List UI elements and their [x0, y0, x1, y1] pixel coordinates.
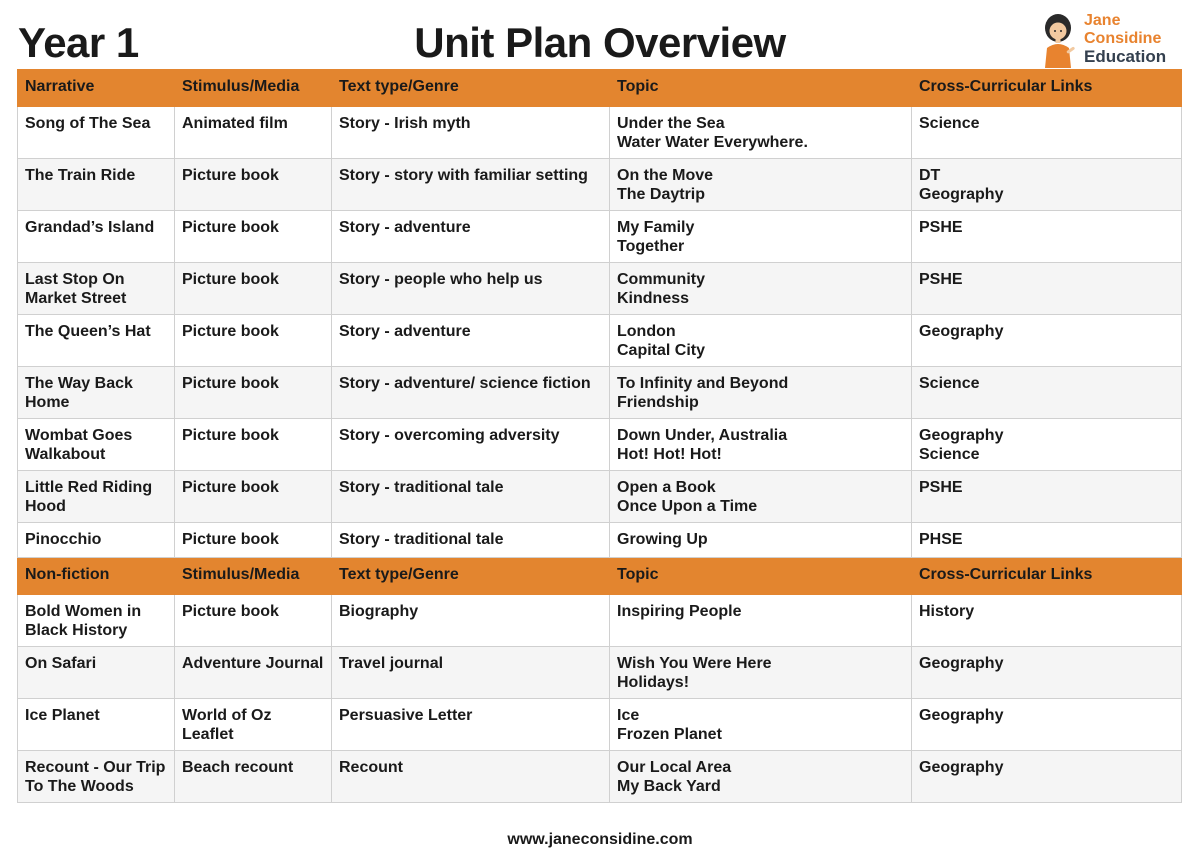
cell-line: Pinocchio — [25, 531, 102, 548]
cell-title — [18, 367, 175, 419]
cell-links — [912, 367, 1182, 419]
cell-line: Growing Up — [617, 531, 708, 548]
cell-stimulus: Beach recount — [175, 751, 332, 803]
cell-line: PHSE — [919, 531, 963, 548]
cell-topic — [610, 419, 912, 471]
cell-line: On Safari — [25, 655, 97, 672]
cell-topic — [610, 211, 912, 263]
cell-links — [912, 263, 1182, 315]
cell-line: Song of The Sea — [25, 115, 151, 132]
cell-stimulus: Picture book — [175, 419, 332, 471]
cell-topic — [610, 699, 912, 751]
cell-line: Ice Planet — [25, 707, 100, 724]
cell-stimulus: Picture book — [175, 471, 332, 523]
cell-stimulus: Picture book — [175, 263, 332, 315]
cell-links — [912, 419, 1182, 471]
cell-links — [912, 471, 1182, 523]
cell-line: Science — [919, 446, 980, 463]
cell-line: Inspiring People — [617, 603, 742, 620]
column-header: Cross-Curricular Links — [912, 558, 1182, 595]
cell-line: Market Street — [25, 290, 127, 307]
cell-links — [912, 699, 1182, 751]
cell-genre: Story - Irish myth — [332, 107, 610, 159]
cell-line: Recount - Our Trip — [25, 759, 166, 776]
cell-stimulus: Picture book — [175, 315, 332, 367]
column-header: Topic — [610, 558, 912, 595]
cell-topic — [610, 471, 912, 523]
cell-line: Wish You Were Here — [617, 655, 772, 672]
table-row — [18, 159, 1182, 211]
cell-genre: Story - story with familiar setting — [332, 159, 610, 211]
cell-topic — [610, 315, 912, 367]
cell-stimulus: Picture book — [175, 595, 332, 647]
cell-topic — [610, 523, 912, 558]
cell-line: Geography — [919, 323, 1004, 340]
table-row — [18, 523, 1182, 558]
cell-genre: Story - traditional tale — [332, 523, 610, 558]
table-row — [18, 107, 1182, 159]
cell-stimulus: Picture book — [175, 367, 332, 419]
cell-line: The Train Ride — [25, 167, 136, 184]
table-row — [18, 595, 1182, 647]
cell-title — [18, 471, 175, 523]
cell-line: Frozen Planet — [617, 726, 722, 743]
cell-line: Walkabout — [25, 446, 106, 463]
cell-line: Last Stop On — [25, 271, 125, 288]
cell-title — [18, 211, 175, 263]
cell-line: History — [919, 603, 975, 620]
cell-line: Community — [617, 271, 705, 288]
logo-line-3: Education — [1084, 47, 1167, 66]
cell-title — [18, 263, 175, 315]
cell-line: PSHE — [919, 271, 963, 288]
table-row — [18, 211, 1182, 263]
cell-stimulus: Picture book — [175, 159, 332, 211]
cell-title — [18, 647, 175, 699]
table-row — [18, 647, 1182, 699]
cell-line: Black History — [25, 622, 128, 639]
cell-stimulus: Picture book — [175, 523, 332, 558]
narrative-header-row — [18, 70, 1182, 107]
cell-line: The Daytrip — [617, 186, 706, 203]
column-header: Stimulus/Media — [175, 70, 332, 107]
cell-line: DT — [919, 167, 941, 184]
table-row — [18, 263, 1182, 315]
cell-links — [912, 647, 1182, 699]
cell-line: Friendship — [617, 394, 699, 411]
cell-title — [18, 699, 175, 751]
column-header: Non-fiction — [18, 558, 175, 595]
cell-genre: Story - overcoming adversity — [332, 419, 610, 471]
cell-line: Geography — [919, 707, 1004, 724]
cell-stimulus: World of Oz Leaflet — [175, 699, 332, 751]
cell-genre: Travel journal — [332, 647, 610, 699]
table-row — [18, 699, 1182, 751]
column-header: Text type/Genre — [332, 558, 610, 595]
cell-line: Geography — [919, 186, 1004, 203]
cell-genre: Story - adventure — [332, 211, 610, 263]
logo-line-2: Considine — [1084, 30, 1162, 47]
cell-line: Bold Women in — [25, 603, 142, 620]
cell-title — [18, 159, 175, 211]
cell-line: Open a Book — [617, 479, 716, 496]
cell-links — [912, 751, 1182, 803]
cell-title — [18, 751, 175, 803]
cell-topic — [610, 159, 912, 211]
cell-genre: Persuasive Letter — [332, 699, 610, 751]
cell-links — [912, 523, 1182, 558]
column-header: Narrative — [18, 70, 175, 107]
cell-line: Together — [617, 238, 685, 255]
cell-genre: Story - adventure/ science fiction — [332, 367, 610, 419]
cell-links — [912, 107, 1182, 159]
cell-line: Grandad’s Island — [25, 219, 155, 236]
cell-line: London — [617, 323, 676, 340]
cell-genre: Story - adventure — [332, 315, 610, 367]
cell-line: Capital City — [617, 342, 706, 359]
cell-line: Ice — [617, 707, 640, 724]
table-row — [18, 315, 1182, 367]
footer-url: www.janeconsidine.com — [507, 831, 693, 848]
cell-line: Down Under, Australia — [617, 427, 788, 444]
cell-topic — [610, 263, 912, 315]
cell-line: Kindness — [617, 290, 690, 307]
cell-line: The Way Back — [25, 375, 133, 392]
cell-genre: Story - people who help us — [332, 263, 610, 315]
cell-stimulus: Animated film — [175, 107, 332, 159]
cell-line: Holidays! — [617, 674, 690, 691]
cell-title — [18, 523, 175, 558]
cell-line: The Queen’s Hat — [25, 323, 151, 340]
teacher-avatar-icon — [1036, 12, 1082, 68]
cell-topic — [610, 107, 912, 159]
cell-line: To The Woods — [25, 778, 134, 795]
cell-title — [18, 419, 175, 471]
cell-title — [18, 595, 175, 647]
brand-logo — [1036, 10, 1186, 70]
cell-stimulus: Picture book — [175, 211, 332, 263]
cell-line: Water Water Everywhere. — [617, 134, 808, 151]
cell-title — [18, 107, 175, 159]
cell-line: Wombat Goes — [25, 427, 133, 444]
cell-topic — [610, 751, 912, 803]
cell-line: PSHE — [919, 479, 963, 496]
cell-line: On the Move — [617, 167, 714, 184]
cell-line: Hood — [25, 498, 66, 515]
cell-genre: Biography — [332, 595, 610, 647]
cell-genre: Story - traditional tale — [332, 471, 610, 523]
column-header: Topic — [610, 70, 912, 107]
cell-line: Our Local Area — [617, 759, 732, 776]
cell-line: Hot! Hot! Hot! — [617, 446, 722, 463]
column-header: Cross-Curricular Links — [912, 70, 1182, 107]
cell-topic — [610, 367, 912, 419]
cell-line: Under the Sea — [617, 115, 725, 132]
cell-line: Geography — [919, 427, 1004, 444]
cell-links — [912, 595, 1182, 647]
cell-line: Science — [919, 375, 980, 392]
cell-line: To Infinity and Beyond — [617, 375, 789, 392]
cell-links — [912, 159, 1182, 211]
cell-topic — [610, 647, 912, 699]
cell-links — [912, 315, 1182, 367]
unit-plan-table — [17, 69, 1182, 803]
cell-line: Geography — [919, 655, 1004, 672]
cell-line: PSHE — [919, 219, 963, 236]
cell-line: Little Red Riding — [25, 479, 153, 496]
cell-line: My Back Yard — [617, 778, 721, 795]
table-row — [18, 471, 1182, 523]
cell-title — [18, 315, 175, 367]
cell-stimulus: Adventure Journal — [175, 647, 332, 699]
logo-line-1: Jane — [1084, 12, 1121, 29]
cell-line: My Family — [617, 219, 695, 236]
cell-line: Geography — [919, 759, 1004, 776]
cell-line: Once Upon a Time — [617, 498, 758, 515]
page-title: Unit Plan Overview — [414, 19, 786, 66]
cell-line: Science — [919, 115, 980, 132]
table-row — [18, 419, 1182, 471]
nonfiction-header-row — [18, 558, 1182, 595]
table-row — [18, 367, 1182, 419]
column-header: Stimulus/Media — [175, 558, 332, 595]
year-label: Year 1 — [18, 19, 139, 66]
table-row — [18, 751, 1182, 803]
cell-links — [912, 211, 1182, 263]
column-header: Text type/Genre — [332, 70, 610, 107]
cell-genre: Recount — [332, 751, 610, 803]
cell-topic — [610, 595, 912, 647]
cell-line: Home — [25, 394, 70, 411]
